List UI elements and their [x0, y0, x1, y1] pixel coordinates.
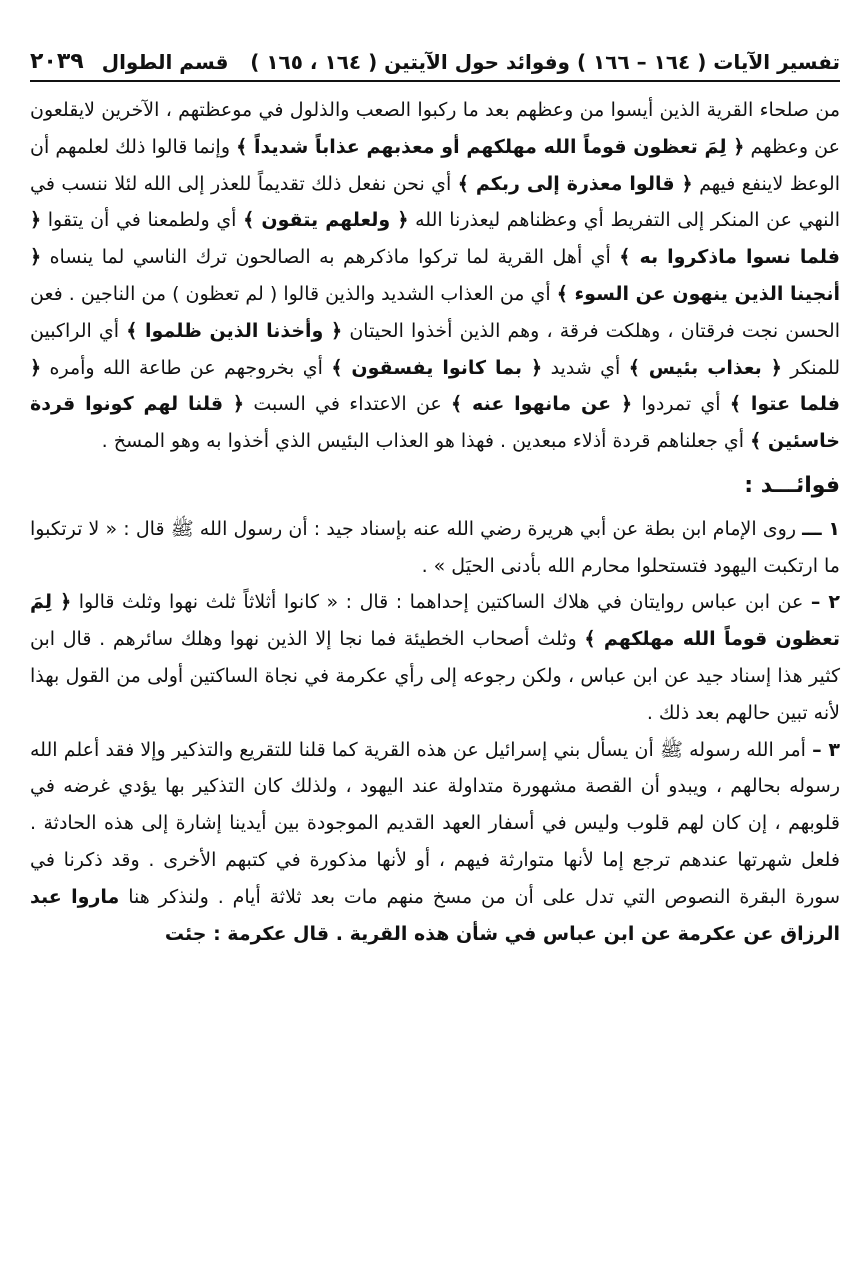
- fawaid-number-3: ٣ –: [812, 738, 840, 761]
- quran-quote-6: ﴿ وأخذنا الذين ظلموا ﴾: [126, 319, 343, 342]
- fawaid-text-2b: وثلث أصحاب الخطيئة فما نجا إلا الذين نهوا وهلك سائرهم . قال ابن كثير هذا إسناد جيد عن ابن عباس ، ولكن رجوعه إلى رأي عكرمة في نجاة الساكتين أولى من القول بهذا لأنه تبين حالهم بعد ذلك .: [30, 628, 840, 724]
- quran-quote-2: ﴿ قالوا معذرة إلى ربكم ﴾: [457, 172, 693, 195]
- quran-quote-7: ﴿ بعذاب بئيس ﴾: [628, 356, 782, 379]
- fawaid-text-2a: عن ابن عباس روايتان في هلاك الساكتين إحداهما : قال : « كانوا أثلاثاً ثلث نهوا وثلث قالوا: [71, 591, 811, 614]
- tafsir-text-7: أي الراكبين للمنكر: [30, 319, 841, 379]
- quran-quote-12: ﴿ لِمَ تعظون قوماً الله مهلكهم ﴾: [30, 591, 840, 651]
- header-meta: [30, 49, 228, 74]
- tafsir-text-1: من صلحاء القرية الذين أيسوا من وعظهم بعد ما ركبوا الصعب والذلول في موعظتهم ، الآخرين لايقلعون عن وعظهم: [30, 99, 840, 158]
- tafsir-text-11: عن الاعتداء في السبت: [244, 393, 452, 416]
- header-section: قسم الطوال: [101, 50, 229, 74]
- tafsir-text-6: أي من العذاب الشديد والذين قالوا ( لم تعظون ) من الناجين . فعن الحسن نجت فرقتان ، وهلكت فرقة ، وهم الذين أخذوا الحيتان: [30, 282, 840, 342]
- fawaid-item-1: [30, 511, 840, 585]
- fawaid-number-1: ١ ـــ: [802, 517, 840, 540]
- tafsir-text-12: أي جعلناهم قردة أذلاء مبعدين . فهذا هو العذاب البئيس الذي أخذوا به وهو المسخ .: [101, 430, 751, 453]
- quran-quote-5: ﴿ أنجينا الذين ينهون عن السوء ﴾: [30, 246, 841, 305]
- fawaid-heading: فوائـــد :: [744, 472, 840, 498]
- tafsir-text-3: أي نحن نفعل ذلك تقديماً للعذر إلى الله لئلا ننسب في النهي عن المنكر إلى التفريط أي وعظناهم ليعذرنا الله: [30, 172, 840, 232]
- quran-quote-1: ﴿ لِمَ تعظون قوماً الله مهلكهم أو معذبهم عذاباً شديداً ﴾: [236, 135, 745, 158]
- fawaid-text-3a: أمر الله رسوله ﷺ أن يسأل بني إسرائيل عن هذه القرية كما قلنا للتقريع والتذكير وإلا فقد أعلم الله رسوله بحالهم ، ويبدو أن القصة مشهورة متداولة عند اليهود ، ولذلك كان التذكير بها يؤدي غرضه في قلوبهم ، إن كان لهم قلوب وليس في أسفار العهد القديم الموجودة بين أيدينا إشارة إلى هذه الحادثة . فلعل شهرتها عندهم ترجع إما لأنها متوارثة فيهم ، أو لأنها مذكورة في كتبهم الأخرى . وقد ذكرنا في سورة البقرة النصوص التي تدل على أن من مسخ منهم مات بعد ثلاثة أيام . ولنذكر هنا: [30, 738, 841, 908]
- quran-quote-10: ﴿ عن مانهوا عنه ﴾: [451, 393, 633, 416]
- tafsir-text-8: أي شديد: [542, 356, 629, 379]
- page-body: [30, 92, 840, 952]
- fawaid-item-2: [30, 584, 840, 731]
- book-page: [30, 40, 840, 952]
- fawaid-text-1: روى الإمام ابن بطة عن أبي هريرة رضي الله عنه بإسناد جيد : أن رسول الله ﷺ قال : « لا ترتكبوا ما ارتكبت اليهود فتستحلوا محارم الله بأدنى الحيَل » .: [30, 517, 840, 577]
- tafsir-text-4: أي ولطمعنا في أن يتقوا: [41, 209, 244, 232]
- running-header: [30, 40, 840, 82]
- tafsir-text-2: وإنما قالوا ذلك لعلمهم أن الوعظ لاينفع فيهم: [30, 135, 840, 195]
- tafsir-text-5: أي أهل القرية لما تركوا ماذكرهم به الصالحون ترك الناسي لما ينساه: [41, 246, 620, 269]
- fawaid-text-3b: ماروا عبد الرزاق عن عكرمة عن ابن عباس في شأن هذه القرية . قال عكرمة : جئت: [30, 885, 840, 945]
- fawaid-item-3: [30, 732, 840, 953]
- quran-quote-4: ﴿ فلما نسوا ماذكروا به ﴾: [30, 209, 840, 269]
- tafsir-text-10: أي تمردوا: [632, 393, 730, 416]
- quran-quote-9: ﴿ فلما عتوا ﴾: [30, 356, 840, 416]
- quran-quote-8: ﴿ بما كانوا يفسقون ﴾: [331, 356, 543, 379]
- tafsir-paragraph: [30, 92, 840, 460]
- page-number: ٢٠٣٩: [30, 49, 84, 74]
- quran-quote-3: ﴿ ولعلهم يتقون ﴾: [243, 209, 409, 232]
- header-title: تفسير الآيات ( ١٦٤ – ١٦٦ ) وفوائد حول الآيتين ( ١٦٤ ، ١٦٥ ): [250, 50, 840, 74]
- quran-quote-11: ﴿ قلنا لهم كونوا قردة خاسئين ﴾: [30, 393, 840, 453]
- fawaid-number-2: ٢ –: [810, 591, 841, 614]
- tafsir-text-9: أي بخروجهم عن طاعة الله وأمره: [41, 356, 332, 379]
